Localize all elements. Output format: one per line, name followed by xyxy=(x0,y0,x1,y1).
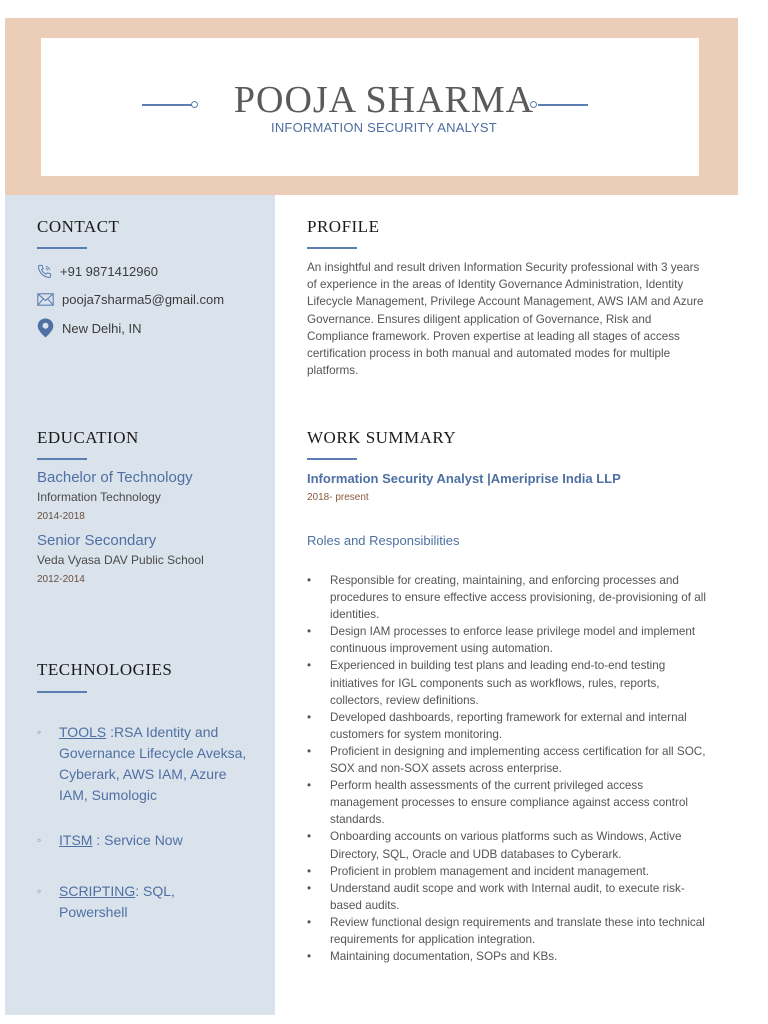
bullet-icon: • xyxy=(307,881,312,895)
tech-item-tools xyxy=(37,722,252,806)
education-degree: Bachelor of Technology xyxy=(37,469,193,486)
list-item: • Perform health assessments of the current privileged access management processes to ensure compliance against access control standards. xyxy=(307,779,688,827)
bullet-icon: • xyxy=(307,710,312,724)
contact-phone[interactable] xyxy=(37,264,158,279)
bullet-icon: • xyxy=(307,830,312,844)
profile-heading: PROFILE xyxy=(307,217,380,236)
bullet-icon: • xyxy=(307,915,312,929)
bullet-icon: • xyxy=(307,864,312,878)
education-heading: EDUCATION xyxy=(37,428,139,447)
location-text: New Delhi, IN xyxy=(62,320,142,336)
job-dates: 2018- present xyxy=(307,492,369,503)
job-title: Information Security Analyst |Ameriprise India LLP xyxy=(307,471,621,486)
work-summary-heading: WORK SUMMARY xyxy=(307,428,457,447)
education-years: 2014-2018 xyxy=(37,511,85,522)
tech-label: ITSM xyxy=(59,832,93,848)
technologies-heading: TECHNOLOGIES xyxy=(37,660,173,679)
contact-heading: CONTACT xyxy=(37,217,120,236)
location-pin-icon xyxy=(37,318,54,338)
bullet-icon: • xyxy=(307,950,312,964)
bullet-icon: ◦ xyxy=(37,725,42,739)
candidate-title: INFORMATION SECURITY ANALYST xyxy=(271,120,497,135)
education-field: Veda Vyasa DAV Public School xyxy=(37,553,204,567)
tech-text: : Service Now xyxy=(92,832,183,848)
bullet-icon: • xyxy=(307,779,312,793)
tech-text: :RSA Identity and Governance Lifecycle Aveksa, Cyberark, AWS IAM, Azure IAM, Sumologic xyxy=(59,724,247,803)
technologies-heading-underline xyxy=(37,691,87,693)
profile-summary: An insightful and result driven Information Security professional with 3 years of experience in the areas of Identity Governance Administration, Identity Lifecycle Management, Privilege Account Management, AWS IAM and Azure Governance. Ensures diligent application of Governance, Risk and Compliance framework. Proven expertise at leading all stages of access certification process in both manual and automated modes for multiple platforms. xyxy=(307,261,704,378)
list-item: • Proficient in designing and implementing access certification for all SOC, SOX and non-SOX assets across enterprise. xyxy=(307,744,706,776)
contact-location xyxy=(37,318,141,338)
contact-email[interactable] xyxy=(37,292,224,307)
bullet-icon: ◦ xyxy=(37,833,42,847)
bullet-icon: • xyxy=(307,659,312,673)
list-item: • Developed dashboards, reporting framework for external and internal customers for system monitoring. xyxy=(307,710,687,741)
education-field: Information Technology xyxy=(37,490,161,504)
candidate-name: POOJA SHARMA xyxy=(233,79,535,121)
work-summary-heading-underline xyxy=(307,458,357,460)
education-years: 2012-2014 xyxy=(37,574,85,585)
list-item: • Onboarding accounts on various platforms such as Windows, Active Directory, SQL, Oracle and UDB databases to Cyberark. xyxy=(307,830,682,861)
list-item: • Maintaining documentation, SOPs and KBs. xyxy=(307,948,712,965)
profile-heading-underline xyxy=(307,247,357,249)
bullet-icon: ◦ xyxy=(37,884,42,898)
education-degree: Senior Secondary xyxy=(37,532,157,549)
envelope-icon xyxy=(37,293,54,306)
tech-item-scripting xyxy=(37,881,197,923)
responsibilities-list xyxy=(307,572,712,965)
list-item: • Understand audit scope and work with Internal audit, to execute risk-based audits. xyxy=(307,881,685,912)
roles-heading: Roles and Responsibilities xyxy=(307,533,460,548)
bullet-icon: • xyxy=(307,744,312,758)
tech-item-itsm xyxy=(37,830,252,851)
list-item: • Experienced in building test plans and leading end-to-end testing initiatives for IGL components such as workflows, rules, reports, collectors, review definitions. xyxy=(307,659,666,707)
phone-icon xyxy=(37,264,52,279)
phone-number: +91 9871412960 xyxy=(60,264,158,279)
list-item: • Responsible for creating, maintaining, and enforcing processes and procedures to ensure effective access provisioning, de-provisioning of all identities. xyxy=(307,574,706,622)
list-item: • Design IAM processes to enforce lease privilege model and implement continuous improvement using automation. xyxy=(307,625,696,656)
education-heading-underline xyxy=(37,458,87,460)
tech-text: : SQL, Powershell xyxy=(59,883,175,920)
tech-label: SCRIPTING xyxy=(59,883,136,899)
list-item: • Review functional design requirements and translate these into technical requirements for application integration. xyxy=(307,915,705,946)
email-address: pooja7sharma5@gmail.com xyxy=(62,292,225,307)
tech-label: TOOLS xyxy=(59,724,107,740)
list-item: • Proficient in problem management and incident management. xyxy=(307,863,712,880)
bullet-icon: • xyxy=(307,574,312,587)
contact-heading-underline xyxy=(37,247,87,249)
bullet-icon: • xyxy=(307,625,312,639)
